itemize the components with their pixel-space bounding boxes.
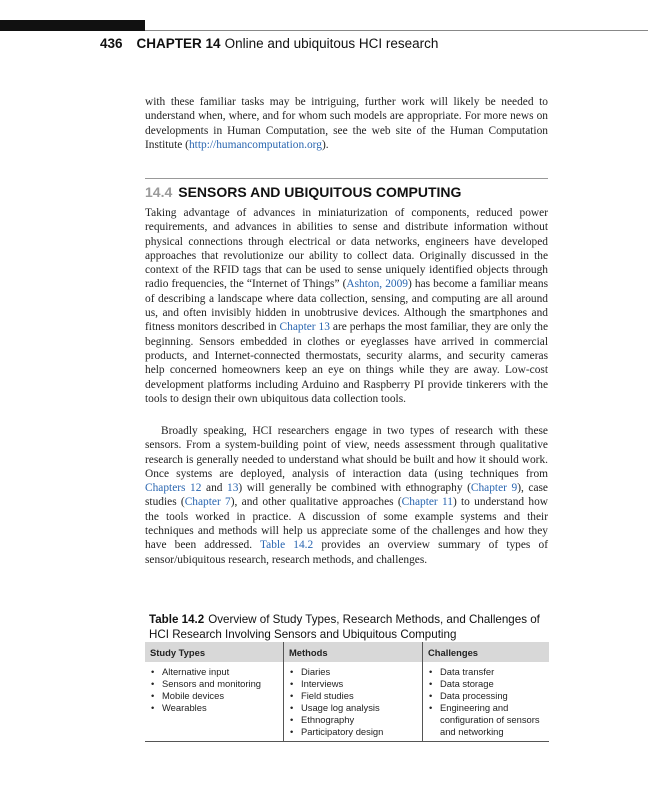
ref-chapter-13b[interactable]: 13 [227,482,239,495]
ref-table-14-2[interactable]: Table 14.2 [260,539,314,552]
list-item: • Data processing [428,690,544,702]
list-item: • Alternative input [150,666,278,678]
list-item: • Participatory design [289,726,417,738]
list-item: • Wearables [150,702,278,714]
body-paragraph-1: Taking advantage of advances in miniaturization of components, reduced power requirements, and advances in abilities to sense and distribute information without physical connections through electrical or data networks, engineers have developed approaches that revolutionize our ability to collect data. Originally discussed in the context of the RFID tags that can be used to sense uniquely identified objects through radio frequencies, the “Internet of Things” (Ashton, 2009) has become a familiar means of describing a landscape where data collection, sensing, and computing are all around us, and often invisibly hidden in unobtrusive devices. Although the smartphones and fitness monitors described in Chapter 13 are perhaps the most familiar, they are only the beginning. Sensors embedded in clothes or eyeglasses have arrived in commercial products, and Internet-connected thermostats, security alarms, and security cameras help concerned homeowners keep an eye on things while they are away. Low-cost development platforms including Arduino and Raspberry PI provide tinkerers with the tools to design their own ubiquitous data collection tools. [145,207,549,405]
header-bar [0,20,145,31]
chapter-label: CHAPTER 14 [136,36,221,51]
ref-chapter-13[interactable]: Chapter 13 [279,321,330,334]
chapter-title: Online and ubiquitous HCI research [224,36,439,51]
running-header [100,36,438,51]
list-item: • Mobile devices [150,690,278,702]
study-types-list [150,666,278,714]
methods-list [289,666,417,739]
table-caption [149,612,549,642]
section-number: 14.4 [145,184,173,200]
list-item: • Diaries [289,666,417,678]
page-number: 436 [100,36,123,51]
methods-cell [284,662,423,741]
body-paragraph-2: Broadly speaking, HCI researchers engage in two types of research with these sensors. From a system-building point of view, needs assessment through qualitative research is generally needed to understand what should be built and how it should work. Once systems are deployed, analysis of interaction data (using techniques from Chapters 12 and 13) will generally be combined with ethnography (Chapter 9), case studies (Chapter 7), and other qualitative approaches (Chapter 11) to understand how the tools worked in practice. A discussion of some example systems and their techniques and methods will help us appreciate some of the challenges and how they have been addressed. Table 14.2 provides an overview summary of types of sensor/ubiquitous research, research methods, and challenges. [145,425,548,566]
ref-chapters-12[interactable]: Chapters 12 [145,482,202,495]
ref-chapter-7[interactable]: Chapter 7 [184,496,231,509]
table-row [145,662,549,741]
section-rule [145,178,548,179]
table-caption-text: Overview of Study Types, Research Methods, and Challenges of HCI Research Involving Sensors and Ubiquitous Computing [149,613,540,641]
list-item: • Engineering and configuration of sensors and networking [428,702,544,738]
study-types-cell [145,662,284,741]
challenges-cell [423,662,550,741]
list-item: • Sensors and monitoring [150,678,278,690]
list-item: • Data transfer [428,666,544,678]
list-item: • Field studies [289,690,417,702]
column-header: Challenges [423,642,550,662]
human-computation-link[interactable]: http://humancomputation.org [188,138,322,151]
column-header: Methods [284,642,423,662]
column-header: Study Types [145,642,284,662]
section-heading [145,184,461,200]
intro-paragraph: with these familiar tasks may be intriguing, further work will likely be needed to understand when, where, and for whom such models are appropriate. For more news on developments in Human Computation, see the web site of the Human Computation Institute (http://humancomputation.org). [145,96,548,151]
study-types-table [145,642,549,742]
ref-ashton-2009[interactable]: Ashton, 2009 [346,278,409,291]
challenges-list [428,666,544,739]
header-rule [145,30,648,31]
list-item: • Usage log analysis [289,702,417,714]
table-label: Table 14.2 [149,613,205,626]
list-item: • Ethnography [289,714,417,726]
ref-chapter-9[interactable]: Chapter 9 [470,482,518,495]
list-item: • Interviews [289,678,417,690]
ref-chapter-11[interactable]: Chapter 11 [401,496,453,509]
list-item: • Data storage [428,678,544,690]
section-title: SENSORS AND UBIQUITOUS COMPUTING [178,184,462,200]
